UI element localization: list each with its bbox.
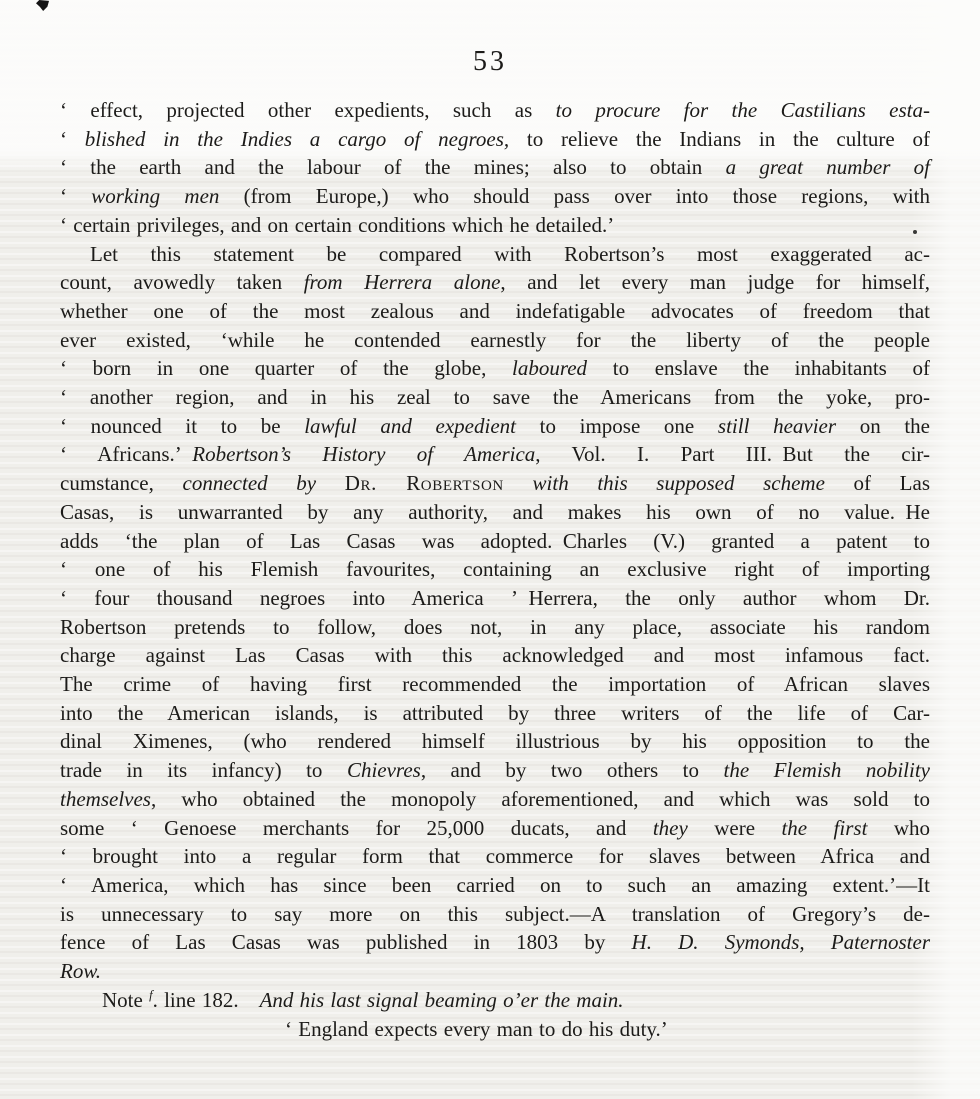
text-line <box>60 928 930 957</box>
text-segment: the first <box>781 815 868 840</box>
text-segment: ‘ four thousand negroes into America ’ Herrera, the only author whom Dr. <box>60 585 930 610</box>
text-line <box>60 211 930 240</box>
text-segment: adds ‘the plan of Las Casas was adopted. Charles (V.) granted a patent to <box>60 528 930 553</box>
text-segment: they <box>652 815 688 840</box>
text-segment: fence of Las Casas was published in 1803 by <box>60 930 632 955</box>
text-segment: Row. <box>60 959 102 984</box>
text-line <box>60 498 930 527</box>
text-segment: Note <box>102 987 150 1012</box>
text-segment: were <box>687 815 782 840</box>
text-segment: , who obtained the monopoly aforementioned, and which was sold to <box>150 786 930 811</box>
text-segment <box>504 471 533 495</box>
text-line <box>60 814 930 843</box>
text-segment: , Vol. I. Part III. But the cir- <box>535 442 930 467</box>
text-segment: ‘ brought into a regular form that commerce for slaves between Africa and <box>60 844 930 869</box>
text-segment: The crime of having first recommended the importation of African slaves <box>60 672 930 697</box>
text-segment <box>316 471 345 495</box>
text-line <box>60 326 930 355</box>
text-segment: themselves <box>60 786 151 811</box>
text-line <box>60 182 930 211</box>
text-segment: ‘ another region, and in his zeal to save the Americans from the yoke, pro- <box>60 385 930 410</box>
text-segment: ‘ Africans.’ <box>60 442 193 467</box>
text-line <box>60 153 930 182</box>
text-line <box>60 986 930 1015</box>
text-line <box>60 641 930 670</box>
text-segment: is unnecessary to say more on this subject.—A translation of Gregory’s de- <box>60 901 930 926</box>
commentary-paragraph <box>60 240 930 986</box>
text-segment: ever existed, ‘while he contended earnestly for the liberty of the people <box>60 327 930 352</box>
text-segment: ‘ the earth and the labour of the mines; also to obtain <box>60 155 726 180</box>
footnote-paragraph <box>60 986 930 1043</box>
text-line <box>60 699 930 728</box>
text-segment: on the <box>836 413 931 438</box>
text-segment: ‘ certain privileges, and on certain conditions which he detailed.’ <box>60 212 615 237</box>
text-segment: , and by two others to <box>420 758 724 783</box>
text-segment: Robertson’s History of America <box>192 442 536 467</box>
text-segment: working men <box>91 184 220 209</box>
text-segment: ‘ <box>60 184 92 209</box>
text-segment: connected by <box>182 471 317 496</box>
text-line <box>60 527 930 556</box>
text-segment: into the American islands, is attributed by three writers of the life of Car- <box>60 700 930 725</box>
text-segment: laboured <box>512 356 588 381</box>
text-line <box>60 957 930 986</box>
text-segment: H. D. Symonds, Paternoster <box>631 930 930 955</box>
footnote-ref: f <box>149 987 153 1002</box>
page-number: 53 <box>473 46 507 77</box>
text-line <box>60 900 930 929</box>
text-segment: And his last signal beaming o’er the main. <box>259 987 624 1012</box>
text-segment: with this supposed scheme <box>532 471 825 496</box>
text-segment: ‘ effect, projected other expedients, such as <box>60 98 556 122</box>
text-segment: charge against Las Casas with this acknowledged and most infamous fact. <box>60 643 930 668</box>
text-line <box>60 871 930 900</box>
text-segment: of Las <box>824 471 930 496</box>
text-line <box>60 1015 930 1044</box>
text-segment: ‘ born in one quarter of the globe, <box>60 356 512 381</box>
text-segment: Chievres <box>346 758 421 783</box>
text-segment: ‘ <box>60 126 85 151</box>
page-text <box>60 96 930 1043</box>
text-segment: still heavier <box>717 413 837 438</box>
text-segment: ‘ England expects every man to do his duty.’ <box>285 1016 668 1041</box>
text-segment: a great number of <box>725 155 931 180</box>
text-segment: blished in the Indies a cargo of negroes, <box>84 126 510 151</box>
ink-blot-artifact <box>36 0 49 11</box>
text-segment: ‘ nounced it to be <box>60 413 305 438</box>
text-segment: , and let every man judge for himself, <box>500 270 930 295</box>
text-segment: to impose one <box>515 413 718 438</box>
text-line <box>60 756 930 785</box>
text-segment: some ‘ Genoese merchants for 25,000 ducats, and <box>60 815 653 840</box>
text-segment: (from Europe,) who should pass over into those regions, with <box>219 184 930 209</box>
text-line <box>60 440 930 469</box>
text-line <box>60 785 930 814</box>
text-segment: trade in its infancy) to <box>60 758 347 783</box>
quoted-extract-paragraph <box>60 96 930 240</box>
text-segment: count, avowedly taken <box>60 270 304 295</box>
text-line <box>60 584 930 613</box>
text-segment: ‘ one of his Flemish favourites, containing an exclusive right of importing <box>60 557 930 582</box>
text-line <box>60 268 930 297</box>
text-segment: the Flemish nobility <box>723 758 930 783</box>
text-line <box>60 670 930 699</box>
text-line <box>60 96 930 125</box>
text-line <box>60 555 930 584</box>
text-line <box>60 240 930 269</box>
text-segment: Dr. Robertson <box>344 471 504 496</box>
text-line <box>60 297 930 326</box>
text-segment: ‘ America, which has since been carried on to such an amazing extent.’—It <box>60 872 930 897</box>
text-segment: lawful and expedient <box>304 413 516 438</box>
text-segment: Robertson pretends to follow, does not, in any place, associate his random <box>60 614 930 639</box>
text-segment: Let this statement be compared with Robertson’s most exaggerated ac- <box>90 241 930 266</box>
text-line <box>60 412 930 441</box>
text-line <box>60 727 930 756</box>
text-segment: . line 182. <box>152 987 260 1012</box>
text-line <box>60 469 930 498</box>
text-segment: from Herrera alone <box>303 270 501 295</box>
text-segment: whether one of the most zealous and indefatigable advocates of freedom that <box>60 298 930 323</box>
text-segment: to relieve the Indians in the culture of <box>509 126 930 151</box>
text-line <box>60 383 930 412</box>
text-segment: to enslave the inhabitants of <box>587 356 930 381</box>
text-segment: who <box>867 815 931 840</box>
text-line <box>60 613 930 642</box>
text-line <box>60 125 930 154</box>
text-line <box>60 354 930 383</box>
text-segment: dinal Ximenes, (who rendered himself illustrious by his opposition to the <box>60 729 930 754</box>
text-segment: Casas, is unwarranted by any authority, and makes his own of no value. He <box>60 499 930 524</box>
text-segment: to procure for the Castilians esta- <box>555 98 930 122</box>
text-line <box>60 842 930 871</box>
text-segment: cumstance, <box>60 471 183 496</box>
